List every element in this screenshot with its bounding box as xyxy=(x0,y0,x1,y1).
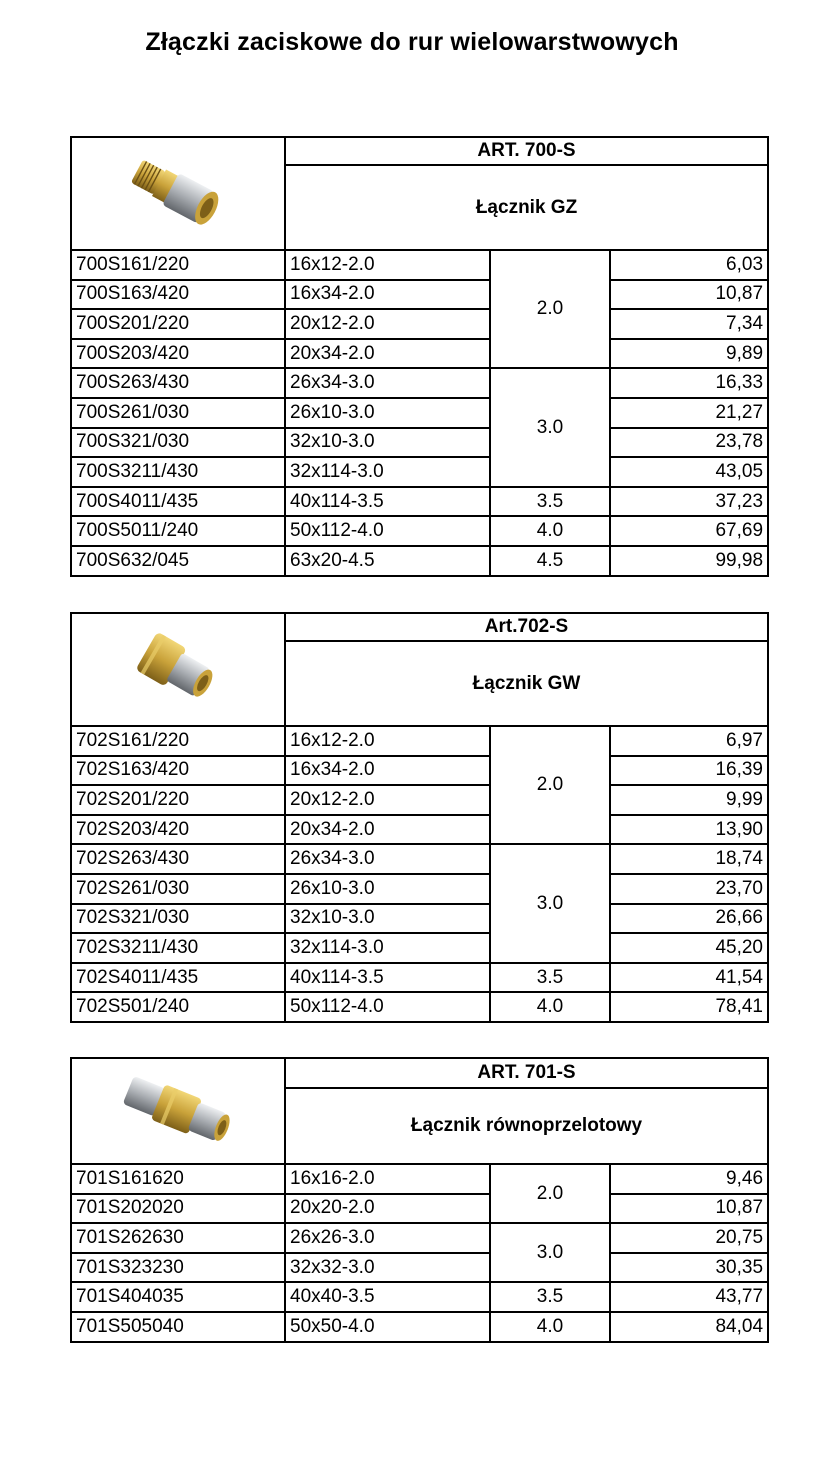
dimension: 20x34-2.0 xyxy=(285,339,490,369)
female-thread-connector-icon xyxy=(72,625,284,715)
product-name: Łącznik GW xyxy=(285,641,768,726)
wall-thickness-group: 4.0 xyxy=(490,516,610,546)
table-row xyxy=(71,756,768,786)
dimension: 16x12-2.0 xyxy=(285,726,490,756)
price: 37,23 xyxy=(610,487,768,517)
price: 23,70 xyxy=(610,874,768,904)
product-code: 701S505040 xyxy=(71,1312,285,1342)
price: 45,20 xyxy=(610,933,768,963)
dimension: 40x114-3.5 xyxy=(285,963,490,993)
dimension: 32x114-3.0 xyxy=(285,457,490,487)
table-row xyxy=(71,339,768,369)
article-number: ART. 701-S xyxy=(285,1058,768,1088)
price: 7,34 xyxy=(610,309,768,339)
straight-coupling-icon xyxy=(72,1071,284,1151)
price: 9,99 xyxy=(610,785,768,815)
wall-thickness-group: 2.0 xyxy=(490,1164,610,1223)
price: 10,87 xyxy=(610,1194,768,1224)
price: 30,35 xyxy=(610,1253,768,1283)
product-code: 700S161/220 xyxy=(71,250,285,280)
wall-thickness-group: 3.0 xyxy=(490,844,610,962)
table-row xyxy=(71,904,768,934)
product-code: 700S261/030 xyxy=(71,398,285,428)
dimension: 26x26-3.0 xyxy=(285,1223,490,1253)
wall-thickness-group: 2.0 xyxy=(490,726,610,844)
table-row xyxy=(71,963,768,993)
dimension: 16x34-2.0 xyxy=(285,756,490,786)
price: 99,98 xyxy=(610,546,768,576)
product-code: 702S501/240 xyxy=(71,992,285,1022)
price: 84,04 xyxy=(610,1312,768,1342)
product-image-cell xyxy=(71,613,285,726)
product-code: 702S261/030 xyxy=(71,874,285,904)
dimension: 32x10-3.0 xyxy=(285,428,490,458)
product-code: 700S263/430 xyxy=(71,368,285,398)
price: 26,66 xyxy=(610,904,768,934)
dimension: 63x20-4.5 xyxy=(285,546,490,576)
table-row xyxy=(71,1194,768,1224)
price: 9,89 xyxy=(610,339,768,369)
dimension: 16x34-2.0 xyxy=(285,280,490,310)
product-name: Łącznik równoprzelotowy xyxy=(285,1088,768,1164)
dimension: 40x40-3.5 xyxy=(285,1282,490,1312)
table-row xyxy=(71,250,768,280)
article-number: ART. 700-S xyxy=(285,137,768,165)
product-name: Łącznik GZ xyxy=(285,165,768,250)
product-code: 702S321/030 xyxy=(71,904,285,934)
wall-thickness-group: 3.5 xyxy=(490,1282,610,1312)
table-row xyxy=(71,487,768,517)
price: 9,46 xyxy=(610,1164,768,1194)
product-code: 702S161/220 xyxy=(71,726,285,756)
price: 13,90 xyxy=(610,815,768,845)
dimension: 26x10-3.0 xyxy=(285,398,490,428)
dimension: 26x34-3.0 xyxy=(285,844,490,874)
product-code: 700S5011/240 xyxy=(71,516,285,546)
product-code: 700S163/420 xyxy=(71,280,285,310)
price: 43,77 xyxy=(610,1282,768,1312)
wall-thickness-group: 3.0 xyxy=(490,368,610,486)
wall-thickness-group: 4.0 xyxy=(490,1312,610,1342)
price: 6,97 xyxy=(610,726,768,756)
dimension: 32x114-3.0 xyxy=(285,933,490,963)
table-row xyxy=(71,1282,768,1312)
price: 20,75 xyxy=(610,1223,768,1253)
table-row xyxy=(71,368,768,398)
price: 18,74 xyxy=(610,844,768,874)
price: 16,39 xyxy=(610,756,768,786)
price: 21,27 xyxy=(610,398,768,428)
product-code: 700S321/030 xyxy=(71,428,285,458)
price-table-3 xyxy=(70,1057,769,1343)
product-image-cell xyxy=(71,137,285,250)
product-code: 701S404035 xyxy=(71,1282,285,1312)
price: 43,05 xyxy=(610,457,768,487)
table-row xyxy=(71,457,768,487)
product-code: 702S163/420 xyxy=(71,756,285,786)
table-row xyxy=(71,815,768,845)
product-code: 700S4011/435 xyxy=(71,487,285,517)
table-row xyxy=(71,726,768,756)
table-row xyxy=(71,1253,768,1283)
table-row xyxy=(71,874,768,904)
wall-thickness-group: 4.5 xyxy=(490,546,610,576)
product-image-cell xyxy=(71,1058,285,1164)
dimension: 32x32-3.0 xyxy=(285,1253,490,1283)
product-code: 702S203/420 xyxy=(71,815,285,845)
dimension: 16x16-2.0 xyxy=(285,1164,490,1194)
dimension: 20x20-2.0 xyxy=(285,1194,490,1224)
dimension: 50x112-4.0 xyxy=(285,516,490,546)
price: 41,54 xyxy=(610,963,768,993)
product-code: 701S202020 xyxy=(71,1194,285,1224)
product-code: 700S3211/430 xyxy=(71,457,285,487)
product-code: 701S262630 xyxy=(71,1223,285,1253)
table-row xyxy=(71,398,768,428)
price: 23,78 xyxy=(610,428,768,458)
price: 78,41 xyxy=(610,992,768,1022)
product-code: 701S323230 xyxy=(71,1253,285,1283)
page-title: Złączki zaciskowe do rur wielowarstwowych xyxy=(145,28,679,56)
table-row xyxy=(71,516,768,546)
table-row xyxy=(71,933,768,963)
product-code: 702S4011/435 xyxy=(71,963,285,993)
table-row xyxy=(71,844,768,874)
price-table-1 xyxy=(70,136,769,577)
wall-thickness-group: 3.5 xyxy=(490,487,610,517)
table-row xyxy=(71,428,768,458)
table-row xyxy=(71,1223,768,1253)
product-code: 700S632/045 xyxy=(71,546,285,576)
dimension: 20x12-2.0 xyxy=(285,309,490,339)
table-row xyxy=(71,546,768,576)
product-code: 702S201/220 xyxy=(71,785,285,815)
product-code: 700S201/220 xyxy=(71,309,285,339)
price: 10,87 xyxy=(610,280,768,310)
dimension: 40x114-3.5 xyxy=(285,487,490,517)
price: 67,69 xyxy=(610,516,768,546)
table-row xyxy=(71,992,768,1022)
product-code: 700S203/420 xyxy=(71,339,285,369)
product-code: 701S161620 xyxy=(71,1164,285,1194)
price-table-2 xyxy=(70,612,769,1023)
wall-thickness-group: 3.5 xyxy=(490,963,610,993)
table-row xyxy=(71,785,768,815)
table-row xyxy=(71,1164,768,1194)
dimension: 16x12-2.0 xyxy=(285,250,490,280)
dimension: 32x10-3.0 xyxy=(285,904,490,934)
table-row xyxy=(71,280,768,310)
dimension: 26x10-3.0 xyxy=(285,874,490,904)
male-thread-connector-icon xyxy=(72,149,284,239)
table-row xyxy=(71,309,768,339)
article-number: Art.702-S xyxy=(285,613,768,641)
wall-thickness-group: 2.0 xyxy=(490,250,610,368)
price: 16,33 xyxy=(610,368,768,398)
wall-thickness-group: 4.0 xyxy=(490,992,610,1022)
table-row xyxy=(71,1312,768,1342)
dimension: 20x12-2.0 xyxy=(285,785,490,815)
dimension: 50x112-4.0 xyxy=(285,992,490,1022)
product-code: 702S263/430 xyxy=(71,844,285,874)
wall-thickness-group: 3.0 xyxy=(490,1223,610,1282)
product-code: 702S3211/430 xyxy=(71,933,285,963)
price: 6,03 xyxy=(610,250,768,280)
dimension: 26x34-3.0 xyxy=(285,368,490,398)
dimension: 20x34-2.0 xyxy=(285,815,490,845)
dimension: 50x50-4.0 xyxy=(285,1312,490,1342)
